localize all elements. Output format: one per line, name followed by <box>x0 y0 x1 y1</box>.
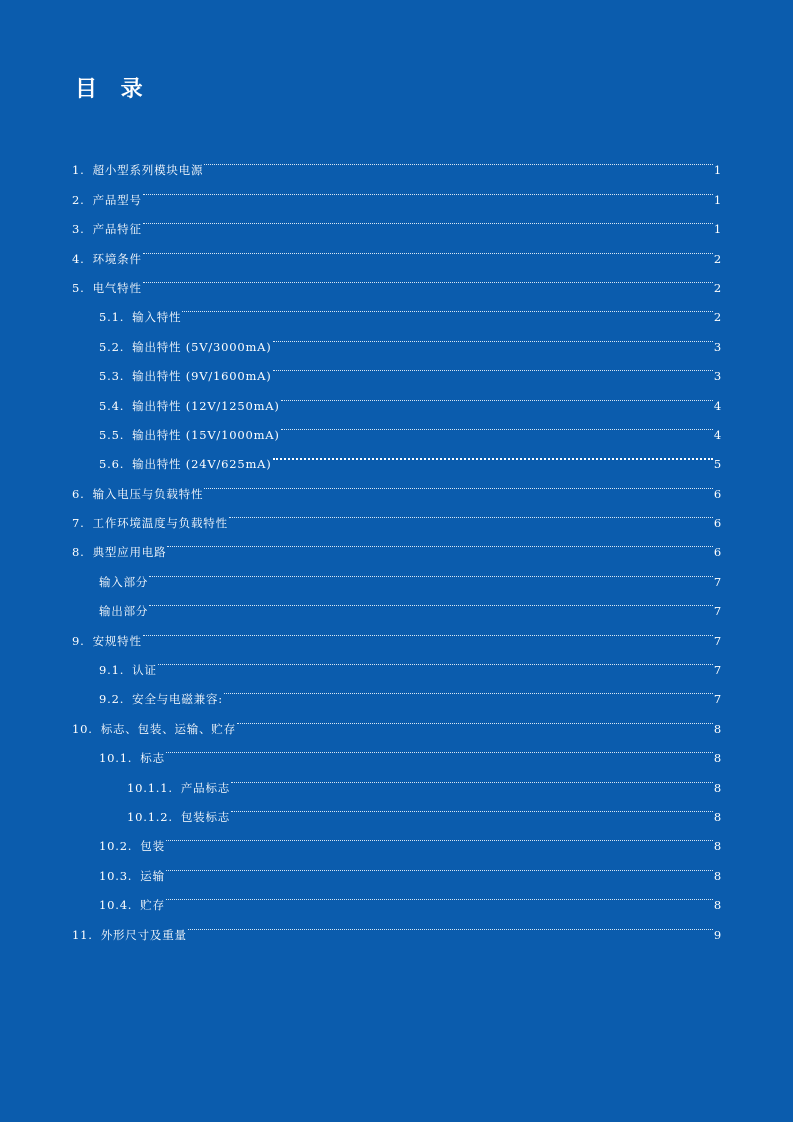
toc-entry-number: 8. <box>72 545 85 560</box>
toc-entry[interactable] <box>72 586 722 619</box>
toc-entry-number: 3. <box>72 222 85 237</box>
toc-entry[interactable] <box>72 674 722 707</box>
toc-entry[interactable] <box>72 733 722 766</box>
toc-dot-leader <box>166 733 713 762</box>
toc-entry-number: 5.6. <box>99 457 125 472</box>
toc-entry[interactable] <box>72 850 722 883</box>
toc-entry-label: 输出特性 (9V/1600mA) <box>132 369 272 384</box>
toc-entry-label: 输入部分 <box>99 574 149 589</box>
toc-dot-leader <box>166 880 713 909</box>
toc-dot-leader <box>281 410 713 439</box>
toc-dot-leader <box>149 556 713 585</box>
toc-entry[interactable] <box>72 645 722 678</box>
toc-entry-page-number: 6 <box>713 545 722 560</box>
toc-entry-label: 输出部分 <box>99 604 149 619</box>
toc-entry-label: 输出特性 (24V/625mA) <box>132 457 272 472</box>
toc-dot-leader <box>166 821 713 850</box>
toc-entry-label: 产品特征 <box>92 222 142 237</box>
toc-entry-number: 10.2. <box>99 839 133 854</box>
toc-dot-leader <box>143 174 713 203</box>
toc-entry-page-number: 8 <box>713 839 722 854</box>
page-title: 目 录 <box>75 77 151 102</box>
toc-entry-number: 5.1. <box>99 310 125 325</box>
toc-entry[interactable] <box>72 880 722 913</box>
toc-entry-page-number: 5 <box>713 457 722 472</box>
table-of-contents <box>72 145 722 942</box>
toc-entry-page-number: 2 <box>713 310 722 325</box>
toc-entry-page-number: 7 <box>713 604 722 619</box>
toc-entry[interactable] <box>72 174 722 207</box>
toc-entry-number: 4. <box>72 251 85 266</box>
toc-entry[interactable] <box>72 145 722 178</box>
toc-entry-page-number: 2 <box>713 251 722 266</box>
toc-entry-page-number: 2 <box>713 280 722 295</box>
toc-entry[interactable] <box>72 527 722 560</box>
toc-entry-label: 超小型系列模块电源 <box>92 163 204 178</box>
toc-entry-label: 输出特性 (15V/1000mA) <box>132 427 280 442</box>
toc-dot-leader <box>188 909 713 938</box>
toc-entry-number: 9. <box>72 633 85 648</box>
toc-entry-label: 产品标志 <box>180 780 231 795</box>
toc-dot-leader <box>143 263 713 292</box>
toc-dot-leader <box>143 204 713 233</box>
toc-entry-label: 电气特性 <box>92 280 142 295</box>
toc-dot-leader <box>231 792 713 821</box>
toc-entry[interactable] <box>72 909 722 942</box>
toc-entry-number: 10.1. <box>99 751 133 766</box>
toc-entry[interactable] <box>72 556 722 589</box>
toc-entry-number: 1. <box>72 163 85 178</box>
toc-entry[interactable] <box>72 762 722 795</box>
toc-entry-number: 2. <box>72 192 85 207</box>
toc-entry-page-number: 9 <box>713 927 722 942</box>
toc-entry-page-number: 3 <box>713 339 722 354</box>
toc-entry-label: 包装 <box>140 839 165 854</box>
toc-entry-page-number: 8 <box>713 780 722 795</box>
toc-dot-leader <box>149 586 713 615</box>
toc-entry[interactable] <box>72 292 722 325</box>
toc-entry-number: 10. <box>72 721 93 736</box>
toc-dot-leader <box>143 615 713 644</box>
toc-entry-page-number: 3 <box>713 369 722 384</box>
toc-entry-label: 输出特性 (12V/1250mA) <box>132 398 280 413</box>
toc-entry-page-number: 8 <box>713 809 722 824</box>
toc-dot-leader <box>166 850 713 879</box>
toc-entry-number: 5. <box>72 280 85 295</box>
toc-entry-number: 11. <box>72 927 93 942</box>
toc-dot-leader <box>231 762 713 791</box>
toc-entry[interactable] <box>72 821 722 854</box>
toc-entry-label: 环境条件 <box>92 251 142 266</box>
toc-entry-page-number: 1 <box>713 163 722 178</box>
toc-entry-number: 5.4. <box>99 398 125 413</box>
toc-entry-number: 9.1. <box>99 663 125 678</box>
toc-dot-leader <box>167 527 712 556</box>
toc-entry-label: 包装标志 <box>180 809 231 824</box>
toc-entry-page-number: 8 <box>713 751 722 766</box>
toc-entry-page-number: 1 <box>713 192 722 207</box>
toc-entry-number: 5.5. <box>99 427 125 442</box>
toc-entry-label: 标志 <box>140 751 165 766</box>
toc-entry-label: 典型应用电路 <box>92 545 167 560</box>
toc-entry-label: 安规特性 <box>92 633 142 648</box>
toc-entry-number: 7. <box>72 516 85 531</box>
toc-dot-leader <box>273 439 713 468</box>
toc-entry-page-number: 6 <box>713 486 722 501</box>
toc-entry-page-number: 1 <box>713 222 722 237</box>
toc-entry[interactable] <box>72 615 722 648</box>
toc-dot-leader <box>281 380 713 409</box>
toc-entry[interactable] <box>72 233 722 266</box>
toc-entry-page-number: 7 <box>713 663 722 678</box>
toc-entry-page-number: 7 <box>713 633 722 648</box>
toc-entry-page-number: 7 <box>713 692 722 707</box>
toc-dot-leader <box>204 468 713 497</box>
toc-entry-number: 10.1.2. <box>127 809 173 824</box>
toc-entry-number: 10.3. <box>99 868 133 883</box>
toc-dot-leader <box>273 351 713 380</box>
toc-dot-leader <box>204 145 713 174</box>
toc-entry-page-number: 4 <box>713 427 722 442</box>
toc-entry-number: 9.2. <box>99 692 125 707</box>
toc-dot-leader <box>229 498 713 527</box>
toc-entry-label: 贮存 <box>140 898 165 913</box>
toc-entry-number: 5.2. <box>99 339 125 354</box>
toc-dot-leader <box>182 292 713 321</box>
toc-entry-label: 输出特性 (5V/3000mA) <box>132 339 272 354</box>
toc-entry-label: 安全与电磁兼容: <box>132 692 223 707</box>
toc-entry-label: 输入电压与负载特性 <box>92 486 204 501</box>
toc-entry-page-number: 8 <box>713 721 722 736</box>
toc-entry[interactable] <box>72 263 722 295</box>
toc-entry-number: 6. <box>72 486 85 501</box>
toc-entry-number: 10.1.1. <box>127 780 173 795</box>
toc-dot-leader <box>224 674 713 703</box>
toc-entry-page-number: 4 <box>713 398 722 413</box>
toc-entry-label: 标志、包装、运输、贮存 <box>100 721 237 736</box>
toc-entry-label: 认证 <box>132 663 157 678</box>
toc-dot-leader <box>143 233 713 262</box>
toc-dot-leader <box>237 703 713 732</box>
toc-entry-label: 产品型号 <box>92 192 142 207</box>
toc-entry-label: 外形尺寸及重量 <box>100 927 187 942</box>
toc-entry[interactable] <box>72 204 722 237</box>
toc-dot-leader <box>273 321 713 350</box>
toc-entry-page-number: 8 <box>713 898 722 913</box>
toc-entry-page-number: 7 <box>713 574 722 589</box>
toc-entry-label: 输入特性 <box>132 310 182 325</box>
toc-entry-label: 工作环境温度与负载特性 <box>92 516 228 531</box>
toc-entry-page-number: 6 <box>713 516 722 531</box>
toc-entry-number: 5.3. <box>99 369 125 384</box>
toc-entry-page-number: 8 <box>713 868 722 883</box>
toc-entry-number: 10.4. <box>99 898 133 913</box>
toc-dot-leader <box>158 645 713 674</box>
toc-entry-label: 运输 <box>140 868 165 883</box>
